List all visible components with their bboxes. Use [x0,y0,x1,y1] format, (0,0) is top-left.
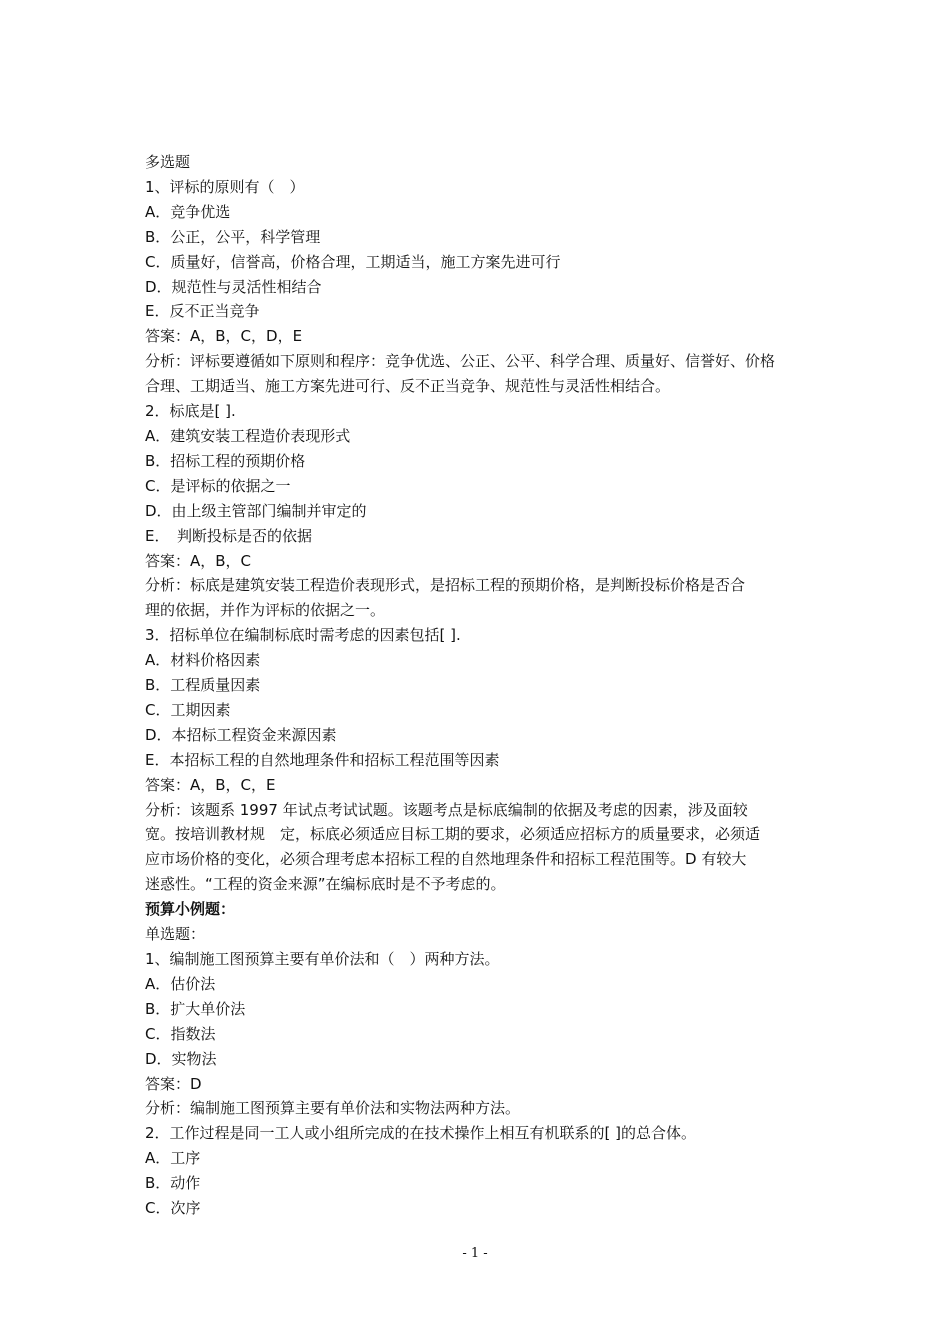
text-line: D．实物法 [145,1049,217,1068]
text-line: B．工程质量因素 [145,676,261,695]
text-line: A．竞争优选 [145,202,231,221]
text-line: 宽。按培训教材规 定，标底必须适应目标工期的要求，必须适应招标方的质量要求，必须适 [145,825,761,844]
text-line: E． 判断投标是否的依据 [145,526,312,545]
text-line: 1、编制施工图预算主要有单价法和（ ）两种方法。 [145,950,500,968]
text-line: 答案：A，B，C，E [145,775,276,794]
text-line: 1、评标的原则有（ ） [145,177,305,196]
text-line: A．工序 [145,1149,201,1168]
text-line: 应市场价格的变化，必须合理考虑本招标工程的自然地理条件和招标工程范围等。D 有较大 [145,850,747,869]
text-line: 迷惑性。“工程的资金来源”在编标底时是不予考虑的。 [145,875,506,894]
text-line: 分析：评标要遵循如下原则和程序：竞争优选、公正、公平、科学合理、质量好、信誉好、价格 [145,352,776,371]
text-line: B．招标工程的预期价格 [145,451,306,470]
text-line: 分析：标底是建筑安装工程造价表现形式，是招标工程的预期价格，是判断投标价格是否合 [145,576,746,595]
text-line: 2．标底是[ ]. [145,402,236,421]
text-line: 2．工作过程是同一工人或小组所完成的在技术操作上相互有机联系的[ ]的总合体。 [145,1124,697,1143]
text-line: B．公正，公平，科学管理 [145,227,321,246]
section-heading: 预算小例题： [145,900,236,919]
text-line: C．次序 [145,1199,201,1218]
text-line: 答案：A，B，C，D，E [145,327,303,346]
text-line: C．是评标的依据之一 [145,476,291,495]
text-line: 答案：D [145,1074,202,1093]
text-line: A．估价法 [145,974,216,993]
text-line: D．本招标工程资金来源因素 [145,725,337,744]
text-line: 答案：A，B，C [145,551,252,570]
text-line: A．建筑安装工程造价表现形式 [145,426,351,445]
text-line: 分析：该题系 1997 年试点考试试题。该题考点是标底编制的依据及考虑的因素，涉及面较 [145,800,748,819]
text-line: C．工期因素 [145,700,231,719]
text-line: 单选题： [145,925,206,944]
text-line: B．动作 [145,1174,201,1193]
text-line: A．材料价格因素 [145,651,261,670]
page-number: - 1 - [462,1246,488,1261]
text-line: C．指数法 [145,1024,216,1043]
text-line: E．反不正当竞争 [145,302,260,321]
text-line: E．本招标工程的自然地理条件和招标工程范围等因素 [145,750,500,769]
text-line: 多选题 [145,153,191,171]
text-line: 合理、工期适当、施工方案先进可行、反不正当竞争、规范性与灵活性相结合。 [145,377,671,396]
text-line: 分析：编制施工图预算主要有单价法和实物法两种方法。 [145,1099,521,1118]
text-line: B．扩大单价法 [145,999,246,1018]
document-body [145,150,813,1221]
text-line: C．质量好，信誉高，价格合理，工期适当，施工方案先进可行 [145,252,561,271]
text-line: 3．招标单位在编制标底时需考虑的因素包括[ ]. [145,626,461,645]
text-line: D．规范性与灵活性相结合 [145,277,322,296]
text-line: 理的依据，并作为评标的依据之一。 [145,601,386,620]
text-line: D．由上级主管部门编制并审定的 [145,501,367,520]
